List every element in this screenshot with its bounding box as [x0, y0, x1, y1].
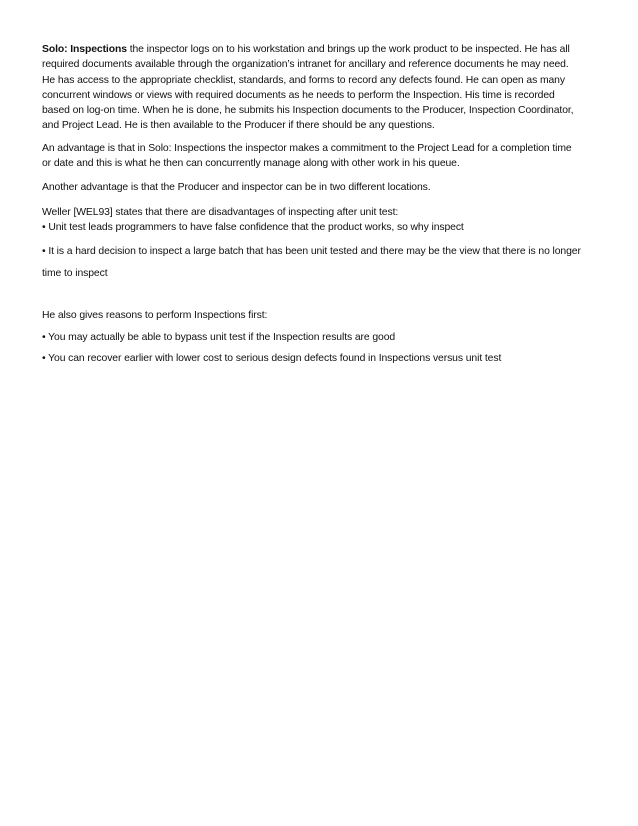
bullet-item-multiline: [42, 241, 602, 285]
bullet-item: • You can recover earlier with lower cost to serious design defects found in Inspections versus unit test: [42, 352, 502, 364]
paragraph-line: or date and this is what he then can concurrently manage along with other work in his queue.: [42, 158, 460, 170]
document-page: [42, 42, 602, 366]
paragraph-line: He has access to the appropriate checklist, standards, and forms to record any defects found. He can open as many: [42, 74, 565, 86]
paragraph-line: required documents available through the organization’s intranet for ancillary and reference documents he may need.: [42, 59, 569, 71]
paragraph-line: concurrent windows or views with required documents as he needs to perform the Inspection. His time is recorded: [42, 89, 555, 101]
paragraph-advantage-locations: Another advantage is that the Producer and inspector can be in two different locations.: [42, 182, 431, 194]
paragraph-advantage-commitment: [42, 141, 602, 172]
bullet-item: • Unit test leads programmers to have false confidence that the product works, so why inspect: [42, 221, 464, 233]
paragraph-line: [42, 42, 602, 57]
paragraph-solo-inspections: [42, 42, 602, 134]
paragraph-line: based on log-on time. When he is done, he submits his Inspection documents to the Producer, Inspection Coordinator,: [42, 105, 574, 117]
paragraph-weller-disadvantages: Weller [WEL93] states that there are disadvantages of inspecting after unit test:: [42, 206, 399, 218]
paragraph-inspections-first: He also gives reasons to perform Inspections first:: [42, 310, 268, 322]
bullet-item-continuation: time to inspect: [42, 268, 108, 280]
paragraph-line: An advantage is that in Solo: Inspections the inspector makes a commitment to the Project Lead for a completion time: [42, 142, 572, 154]
bullet-item: • You may actually be able to bypass unit test if the Inspection results are good: [42, 331, 396, 343]
paragraph-line-text: the inspector logs on to his workstation and brings up the work product to be inspected. He has all: [126, 44, 570, 55]
paragraph-line: and Project Lead. He is then available to the Producer if there should be any questions.: [42, 120, 435, 132]
bullet-item: • It is a hard decision to inspect a large batch that has been unit tested and there may be the view that there is no longer: [42, 246, 581, 258]
paragraph-lead-term: Solo: Inspections: [42, 44, 127, 55]
